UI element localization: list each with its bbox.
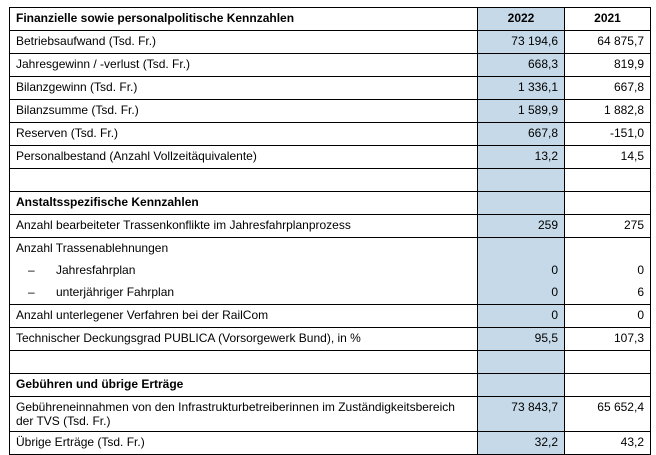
table-row <box>10 238 651 261</box>
row-label: Gebühreneinnahmen von den Infrastrukturbetreiberinnen im Zuständigkeitsbereich der TVS (Tsd. Fr.) <box>10 397 478 432</box>
table-row <box>10 77 651 100</box>
value-2021: 0 <box>565 260 651 282</box>
spacer-cell <box>565 169 651 192</box>
table-row <box>10 215 651 238</box>
value-2021: 14,5 <box>565 146 651 169</box>
table-row <box>10 260 651 282</box>
value-2021: 64 875,7 <box>565 31 651 54</box>
section-header-row <box>10 374 651 397</box>
table-row <box>10 397 651 432</box>
empty-cell <box>478 192 565 215</box>
table-row <box>10 432 651 455</box>
value-2022: 1 336,1 <box>478 77 565 100</box>
value-2022: 259 <box>478 215 565 238</box>
value-2021: 65 652,4 <box>565 397 651 432</box>
section-header-row <box>10 192 651 215</box>
row-label: Jahresgewinn / -verlust (Tsd. Fr.) <box>10 54 478 77</box>
row-label: Betriebsaufwand (Tsd. Fr.) <box>10 31 478 54</box>
value-2021: -151,0 <box>565 123 651 146</box>
row-label: Anzahl bearbeiteter Trassenkonflikte im Jahresfahrplanprozess <box>10 215 478 238</box>
value-2021 <box>565 238 651 261</box>
dash-marker: – <box>28 263 35 277</box>
value-2022: 667,8 <box>478 123 565 146</box>
spacer-row <box>10 169 651 192</box>
table-row <box>10 123 651 146</box>
empty-cell <box>565 192 651 215</box>
value-2022: 0 <box>478 260 565 282</box>
table-row <box>10 328 651 351</box>
row-label: Anzahl Trassenablehnungen <box>10 238 478 261</box>
value-2022: 668,3 <box>478 54 565 77</box>
value-2022 <box>478 238 565 261</box>
table-row <box>10 146 651 169</box>
section-title: Anstaltsspezifische Kennzahlen <box>10 192 478 215</box>
value-2021: 275 <box>565 215 651 238</box>
section-header-row <box>10 8 651 31</box>
value-2022: 0 <box>478 282 565 305</box>
row-label-text: unterjähriger Fahrplan <box>56 285 175 299</box>
empty-cell <box>565 374 651 397</box>
value-2021: 1 882,8 <box>565 100 651 123</box>
table-row <box>10 31 651 54</box>
value-2021: 819,9 <box>565 54 651 77</box>
section-title: Finanzielle sowie personalpolitische Kennzahlen <box>10 8 478 31</box>
spacer-cell <box>478 351 565 374</box>
row-label <box>10 282 478 305</box>
row-label: Übrige Erträge (Tsd. Fr.) <box>10 432 478 455</box>
table-row <box>10 100 651 123</box>
value-2022: 0 <box>478 305 565 328</box>
column-header-2021: 2021 <box>565 8 651 31</box>
row-label: Personalbestand (Anzahl Vollzeitäquivalente) <box>10 146 478 169</box>
kennzahlen-table <box>9 7 651 455</box>
value-2022: 32,2 <box>478 432 565 455</box>
row-label: Bilanzsumme (Tsd. Fr.) <box>10 100 478 123</box>
value-2022: 13,2 <box>478 146 565 169</box>
row-label: Reserven (Tsd. Fr.) <box>10 123 478 146</box>
value-2021: 43,2 <box>565 432 651 455</box>
spacer-cell <box>10 169 478 192</box>
dash-marker: – <box>28 285 35 299</box>
row-label: Technischer Deckungsgrad PUBLICA (Vorsorgewerk Bund), in % <box>10 328 478 351</box>
value-2021: 107,3 <box>565 328 651 351</box>
table-row <box>10 282 651 305</box>
spacer-row <box>10 351 651 374</box>
table-row <box>10 305 651 328</box>
row-label: Bilanzgewinn (Tsd. Fr.) <box>10 77 478 100</box>
row-label-text: Jahresfahrplan <box>56 263 136 277</box>
table-row <box>10 54 651 77</box>
value-2022: 95,5 <box>478 328 565 351</box>
value-2021: 667,8 <box>565 77 651 100</box>
spacer-cell <box>478 169 565 192</box>
value-2022: 1 589,9 <box>478 100 565 123</box>
value-2021: 6 <box>565 282 651 305</box>
value-2022: 73 843,7 <box>478 397 565 432</box>
section-title: Gebühren und übrige Erträge <box>10 374 478 397</box>
spacer-cell <box>10 351 478 374</box>
empty-cell <box>478 374 565 397</box>
value-2022: 73 194,6 <box>478 31 565 54</box>
value-2021: 0 <box>565 305 651 328</box>
spacer-cell <box>565 351 651 374</box>
row-label: Anzahl unterlegener Verfahren bei der RailCom <box>10 305 478 328</box>
column-header-2022: 2022 <box>478 8 565 31</box>
row-label <box>10 260 478 282</box>
